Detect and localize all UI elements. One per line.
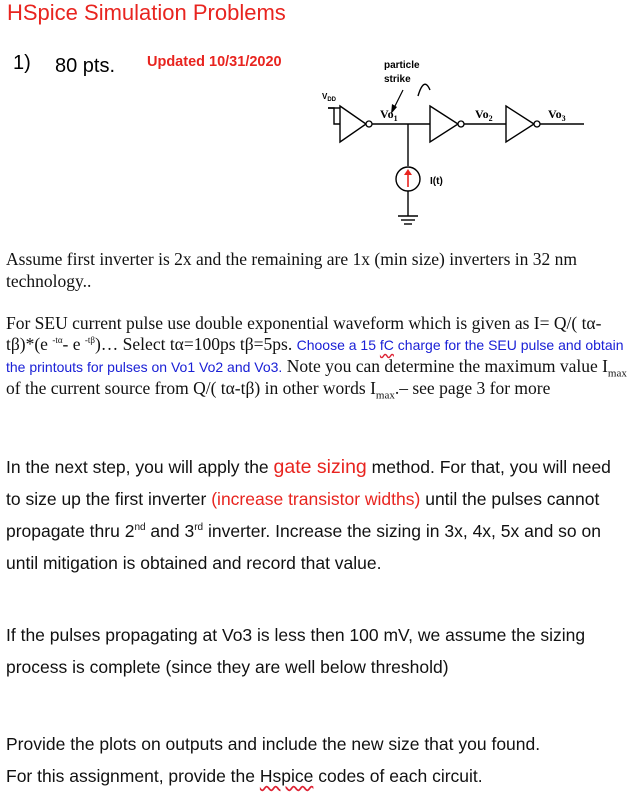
strike-arrow-icon	[394, 90, 403, 108]
vo3-label: $Vo_3$	[548, 107, 566, 123]
inverter-chain-diagram	[300, 48, 600, 238]
paragraph-inverter-sizing: Assume first inverter is 2x and the remaining are 1x (min size) inverters in 32 nm technology..	[6, 249, 578, 291]
strike-label: strike	[384, 74, 411, 85]
paragraph-deliverables: Provide the plots on outputs and include the new size that you found. For this assignment, provide the Hspice codes of each circuit.	[6, 734, 541, 786]
problem-points: 80 pts.	[55, 55, 116, 77]
updated-date: Updated 10/31/2020	[147, 54, 282, 70]
particle-squiggle-icon	[418, 84, 430, 96]
inverter-1	[340, 106, 366, 142]
vdd-wire	[328, 108, 340, 124]
gate-sizing-highlight: gate sizing	[273, 456, 367, 478]
vo2-label: $Vo_2$	[475, 107, 493, 123]
particle-label: particle	[384, 60, 420, 71]
current-label: I(t)	[430, 176, 443, 187]
charge-instruction: Choose a 15 fC charge for the SEU pulse and obtain the printouts for pulses on Vo1 Vo2 and Vo3.	[6, 337, 624, 375]
paragraph-threshold: If the pulses propagating at Vo3 is less then 100 mV, we assume the sizing process is complete (since they are well below threshold)	[6, 625, 586, 677]
problem-number: 1)	[13, 52, 31, 74]
vdd-label: $V_{DD}$	[322, 92, 337, 103]
paragraph-gate-sizing: In the next step, you will apply the gate sizing method. For that, you will need to size up the first inverter (increase transistor widths) until the pulses cannot propagate thru 2nd and 3rd inverter. Increase the sizing in 3x, 4x, 5x and so on until mitigation is obtained and record that value.	[6, 456, 611, 573]
inverter-2	[430, 106, 458, 142]
paragraph-seu-pulse: For SEU current pulse use double exponential waveform which is given as I= Q/( tα-tβ)*(e $^{-t\alpha}$- e $^{-t\beta}$)… Select tα=100ps tβ=5ps. Choose a 15 fC charge for the SEU pulse and obtain the printouts for pulses on Vo1 Vo2 and Vo3. Note you can determine the maximum value $I_{max}$ of the current source from Q/( tα-tβ) in other words $I_{max}.-$ see page 3 for more	[6, 313, 627, 402]
page-title: HSpice Simulation Problems	[7, 0, 286, 25]
vo1-label: $Vo_1$	[380, 107, 398, 123]
increase-widths-highlight: (increase transistor widths)	[211, 489, 421, 509]
inverter-3	[506, 106, 534, 142]
